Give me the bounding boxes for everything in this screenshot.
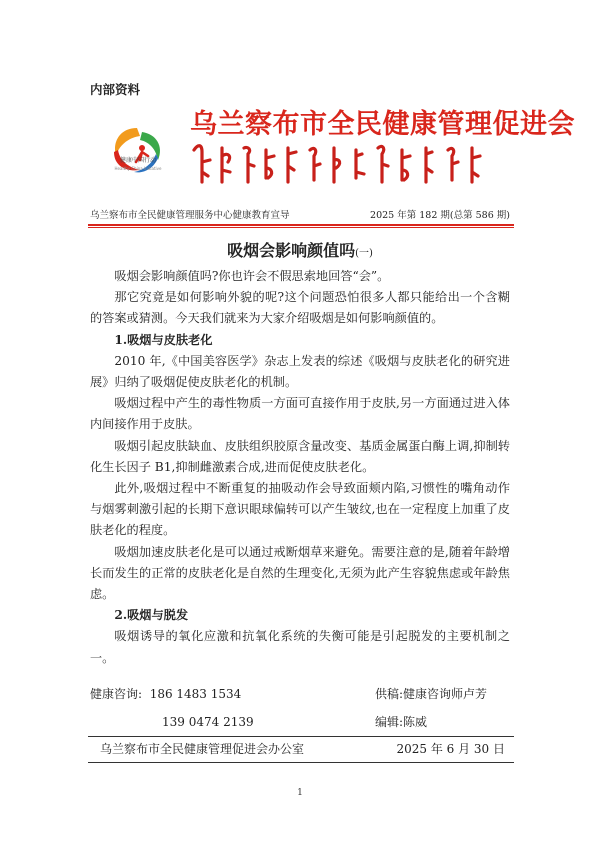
header-rule-thin <box>88 227 514 228</box>
header-rule-thick <box>88 224 514 226</box>
publisher: 乌兰察布市全民健康管理服务中心健康教育宣导 <box>90 210 290 221</box>
consult-label: 健康咨询: <box>90 687 143 701</box>
contact-info <box>90 680 520 736</box>
org-title: 乌兰察布市全民健康管理促进会 <box>190 109 575 140</box>
body-paragraph: 那它究竟是如何影响外貌的呢?这个问题恐怕很多人都只能给出一个含糊的答案或猜测。今天我们就来为大家介绍吸烟是如何影响颜值的。 <box>90 290 510 326</box>
section-heading: 1.吸烟与皮肤老化 <box>114 332 213 347</box>
issue-number: 2025 年第 182 期(总第 586 期) <box>370 210 510 221</box>
logo-figure-head <box>139 145 145 151</box>
office-name: 乌兰察布市全民健康管理促进会办公室 <box>100 742 305 756</box>
author-name: 健康咨询师卢芳 <box>403 687 488 701</box>
article-subtitle: (一) <box>355 248 373 259</box>
logo-caption-cn: 健康中国行动 <box>119 157 156 164</box>
phone-1: 186 1483 1534 <box>149 687 242 701</box>
health-china-logo <box>106 108 168 188</box>
mongolian-script-title <box>190 142 490 188</box>
body-paragraph: 2010 年,《中国美容医学》杂志上发表的综述《吸烟与皮肤老化的研究进展》归纳了吸烟促使皮肤老化的机制。 <box>90 353 510 390</box>
body-paragraph: 吸烟加速皮肤老化是可以通过戒断烟草来避免。需要注意的是,随着年龄增长而发生的正常的皮肤老化是自然的生理变化,无须为此产生容貌焦虑或年龄焦虑。 <box>90 544 510 602</box>
phone-2: 139 0474 2139 <box>162 715 254 729</box>
editor-name: 陈威 <box>403 715 428 729</box>
internal-label: 内部资料 <box>90 82 141 97</box>
logo-swirl-orange <box>115 128 140 156</box>
body-paragraph: 此外,吸烟过程中不断重复的抽吸动作会导致面颊内陷,习惯性的嘴角动作与烟雾刺激引起的长期下意识眼球偏转可以产生皱纹,也在一定程度上加重了皮肤老化的程度。 <box>90 481 510 538</box>
footer-rule-top <box>88 736 514 737</box>
logo-caption-en: Healthy China Initiative <box>114 166 162 171</box>
body-paragraph: 吸烟会影响颜值吗?你也许会不假思索地回答“会”。 <box>114 269 390 283</box>
article-title-text: 吸烟会影响颜值吗 <box>227 241 356 260</box>
logo-caption <box>100 157 176 173</box>
article-title <box>0 238 600 261</box>
body-paragraph: 吸烟引起皮肤缺血、皮肤组织胶原含量改变、基质金属蛋白酶上调,抑制转化生长因子 B1,抑制雌激素合成,进而促使皮肤老化。 <box>90 438 510 474</box>
article-body <box>90 266 510 669</box>
author-label: 供稿: <box>375 687 404 701</box>
contact-row-1 <box>90 680 520 708</box>
footer-rule-bottom <box>88 762 514 763</box>
page-number: 1 <box>297 788 303 798</box>
office-line <box>100 740 505 757</box>
body-paragraph: 吸烟诱导的氧化应激和抗氧化系统的失衡可能是引起脱发的主要机制之一。 <box>90 629 510 665</box>
contact-row-2 <box>90 708 520 736</box>
office-date: 2025 年 6 月 30 日 <box>396 742 505 756</box>
section-heading: 2.吸烟与脱发 <box>114 608 189 623</box>
editor-label: 编辑: <box>375 715 404 729</box>
body-paragraph: 吸烟过程中产生的毒性物质一方面可直接作用于皮肤,另一方面通过进入体内间接作用于皮肤。 <box>90 396 510 432</box>
issue-header <box>90 207 510 221</box>
